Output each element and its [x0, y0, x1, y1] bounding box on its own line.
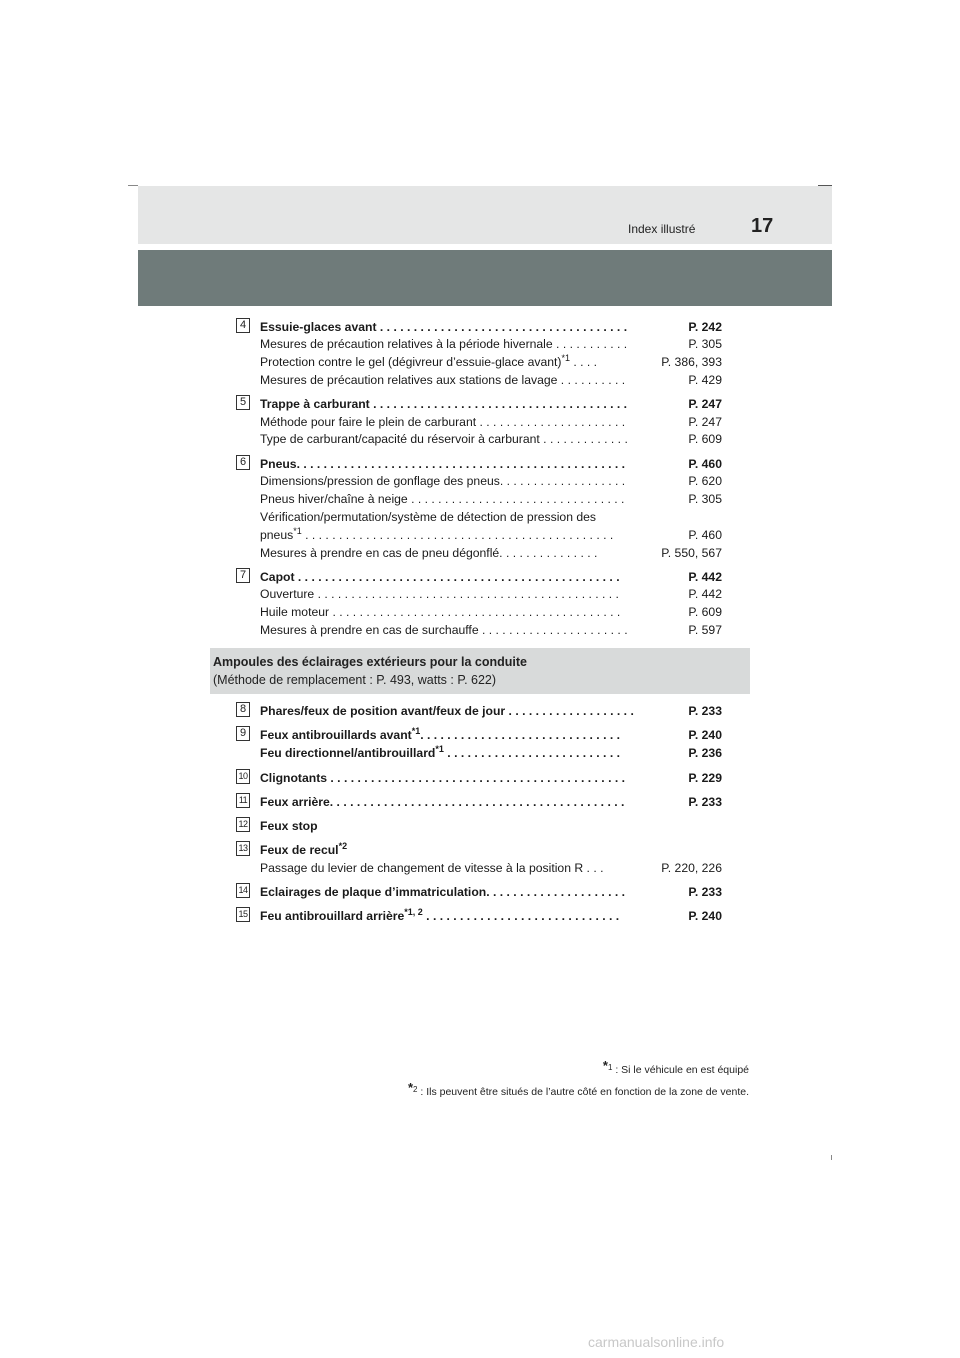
footnote: *$^2$ : Ils peuvent être situés de l’autre côté en fonction de la zone de vente.	[407, 1080, 749, 1098]
item-number-badge: 7	[236, 568, 250, 583]
item-number-badge: 5	[236, 395, 250, 410]
section-title: Ampoules des éclairages extérieurs pour la conduite	[213, 655, 527, 669]
list-item[interactable]: Clignotants . . . . . . . . . . . . . . . . . . . . . . . . . . . . . . . . . . . . . . . . . . . . P. 229	[260, 771, 722, 785]
list-item[interactable]: Dimensions/pression de gonflage des pneus. . . . . . . . . . . . . . . . . . . P. 620	[260, 474, 722, 488]
item-number-badge: 15	[236, 907, 250, 922]
list-item[interactable]: Mesures à prendre en cas de pneu dégonflé. . . . . . . . . . . . . . . P. 550, 567	[260, 546, 722, 560]
list-item[interactable]: Type de carburant/capacité du réservoir à carburant . . . . . . . . . . . . . P. 609	[260, 432, 722, 446]
list-item[interactable]: Capot . . . . . . . . . . . . . . . . . . . . . . . . . . . . . . . . . . . . . . . . . . . . . . . . P. 442	[260, 570, 722, 584]
list-item[interactable]: Mesures de précaution relatives aux stations de lavage . . . . . . . . . . P. 429	[260, 373, 722, 387]
list-item[interactable]: Eclairages de plaque d’immatriculation. . . . . . . . . . . . . . . . . . . . . P. 233	[260, 885, 722, 899]
item-number-badge: 9	[236, 726, 250, 741]
item-number-badge: 6	[236, 455, 250, 470]
watermark: carmanualsonline.info	[588, 1334, 725, 1350]
item-number-badge: 14	[236, 883, 250, 898]
page-number: 17	[751, 215, 774, 237]
list-item[interactable]: Mesures de précaution relatives à la période hivernale . . . . . . . . . . . P. 305	[260, 337, 722, 351]
list-item[interactable]: Feu directionnel/antibrouillard$^{*1}$ . . . . . . . . . . . . . . . . . . . . . . . . . . P. 236	[260, 744, 722, 760]
list-item[interactable]: Feux arrière. . . . . . . . . . . . . . . . . . . . . . . . . . . . . . . . . . . . . . . . . . . . P. 233	[260, 795, 722, 809]
list-item[interactable]: Trappe à carburant . . . . . . . . . . . . . . . . . . . . . . . . . . . . . . . . . . . . . . P. 247	[260, 397, 722, 411]
list-item[interactable]: Huile moteur . . . . . . . . . . . . . . . . . . . . . . . . . . . . . . . . . . . . . . . . . . . P. 609	[260, 605, 722, 619]
list-item[interactable]: Feux antibrouillards avant$^{*1}$. . . . . . . . . . . . . . . . . . . . . . . . . . . . . . P. 240	[260, 726, 722, 742]
header-divider-band	[138, 250, 832, 306]
list-item[interactable]: Pneus hiver/chaîne à neige . . . . . . . . . . . . . . . . . . . . . . . . . . . . . . . . P. 305	[260, 492, 722, 506]
list-item[interactable]: Ouverture . . . . . . . . . . . . . . . . . . . . . . . . . . . . . . . . . . . . . . . . . . . . . P. 442	[260, 587, 722, 601]
list-item[interactable]: Feu antibrouillard arrière$^{*1, 2}$ . . . . . . . . . . . . . . . . . . . . . . . . . . . . . P. 240	[260, 907, 722, 923]
item-number-badge: 8	[236, 702, 250, 717]
list-item[interactable]: pneus$^{*1}$ . . . . . . . . . . . . . . . . . . . . . . . . . . . . . . . . . . . . . . . . . . . . . . P. 460	[260, 526, 722, 542]
list-item[interactable]: Phares/feux de position avant/feux de jour . . . . . . . . . . . . . . . . . . . P. 233	[260, 704, 722, 718]
footnote: *$^1$ : Si le véhicule en est équipé	[602, 1058, 749, 1076]
list-item[interactable]: Mesures à prendre en cas de surchauffe . . . . . . . . . . . . . . . . . . . . . . P. 597	[260, 623, 722, 637]
list-item[interactable]: Protection contre le gel (dégivreur d’essuie-glace avant)$^{*1}$ . . . . P. 386, 393	[260, 353, 722, 369]
crop-mark	[831, 1155, 832, 1160]
list-item[interactable]: Passage du levier de changement de vitesse à la position R . . . P. 220, 226	[260, 861, 722, 875]
list-item[interactable]: Méthode pour faire le plein de carburant . . . . . . . . . . . . . . . . . . . . . . P. 247	[260, 415, 722, 429]
list-item: Vérification/permutation/système de détection de pression des	[260, 510, 597, 524]
item-number-badge: 10	[236, 769, 250, 784]
list-item[interactable]: Pneus. . . . . . . . . . . . . . . . . . . . . . . . . . . . . . . . . . . . . . . . . . . . . . . . . P. 460	[260, 457, 722, 471]
item-number-badge: 12	[236, 817, 250, 832]
item-number-badge: 13	[236, 841, 250, 856]
item-number-badge: 11	[236, 793, 250, 808]
list-item: Feux de recul$^{*2}$	[260, 841, 348, 857]
crop-mark	[128, 185, 138, 186]
list-item[interactable]: Essuie-glaces avant . . . . . . . . . . . . . . . . . . . . . . . . . . . . . . . . . . . . . P. 242	[260, 320, 722, 334]
section-subtitle: (Méthode de remplacement : P. 493, watts : P. 622)	[213, 673, 497, 687]
page-title: Index illustré	[628, 222, 696, 236]
item-number-badge: 4	[236, 318, 250, 333]
header-band	[138, 186, 832, 244]
